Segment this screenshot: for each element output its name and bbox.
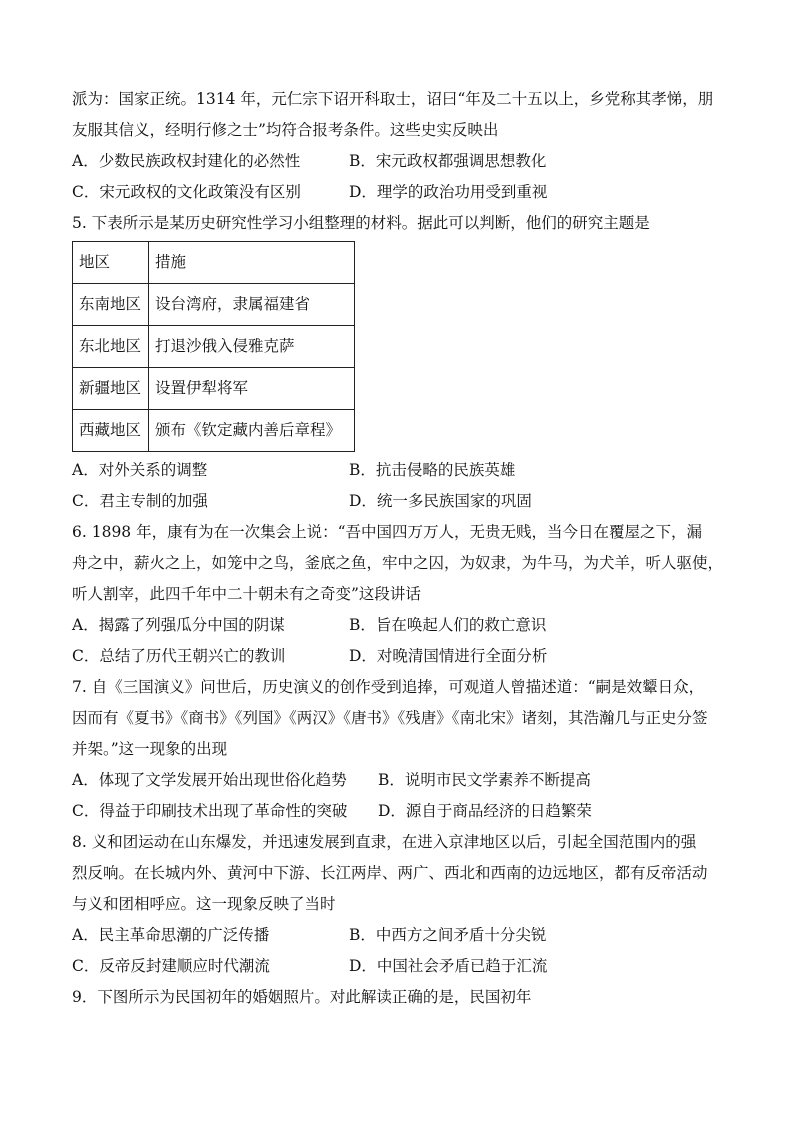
question-5-option-a: A．对外关系的调整 bbox=[72, 461, 208, 479]
question-7-line-2: 因而有《夏书》《商书》《列国》《两汉》《唐书》《残唐》《南北宋》诸刻，其浩瀚几与正史分签 bbox=[72, 709, 708, 727]
question-6-options-row-1 bbox=[72, 610, 722, 641]
question-7-option-b: B．说明市民文学素养不断提高 bbox=[378, 771, 591, 789]
question-4-option-b: B．宋元政权都强调思想教化 bbox=[349, 152, 547, 170]
question-5-option-d: D．统一多民族国家的巩固 bbox=[349, 492, 532, 510]
table-header-row bbox=[73, 242, 355, 284]
question-4-line-2: 友服其信义，经明行修之士”均符合报考条件。这些史实反映出 bbox=[72, 121, 499, 139]
question-7-option-d: D．源自于商品经济的日趋繁荣 bbox=[378, 802, 592, 820]
question-6-option-b: B．旨在唤起人们的救亡意识 bbox=[349, 616, 547, 634]
exam-page bbox=[72, 84, 722, 1013]
question-4-option-a: A．少数民族政权封建化的必然性 bbox=[72, 152, 301, 170]
question-7-line-1: 7. 自《三国演义》问世后，历史演义的创作受到追捧，可观道人曾描述道：“嗣是效颦日众， bbox=[72, 678, 705, 696]
question-8 bbox=[72, 827, 722, 982]
table-cell-measure: 颁布《钦定藏内善后章程》 bbox=[149, 410, 355, 452]
question-4-tail bbox=[72, 84, 722, 208]
question-8-line-3: 与义和团相呼应。这一现象反映了当时 bbox=[72, 895, 336, 913]
table-cell-region: 东南地区 bbox=[73, 284, 149, 326]
question-4-options-row-2 bbox=[72, 177, 722, 208]
question-7-option-a: A．体现了文学发展开始出现世俗化趋势 bbox=[72, 771, 347, 789]
question-6 bbox=[72, 517, 722, 672]
question-6-line-2: 舟之中，薪火之上，如笼中之鸟，釜底之鱼，牢中之囚，为奴隶，为牛马，为犬羊，听人驱使， bbox=[72, 554, 724, 572]
question-5 bbox=[72, 208, 722, 517]
question-8-option-c: C．反帝反封建顺应时代潮流 bbox=[72, 957, 270, 975]
table-cell-measure: 打退沙俄入侵雅克萨 bbox=[149, 326, 355, 368]
question-8-options-row-1 bbox=[72, 920, 722, 951]
question-9 bbox=[72, 982, 722, 1013]
question-7 bbox=[72, 672, 722, 827]
question-5-options-row-2 bbox=[72, 486, 722, 517]
question-9-stem: 9．下图所示为民国初年的婚姻照片。对此解读正确的是，民国初年 bbox=[72, 988, 532, 1006]
table-row bbox=[73, 410, 355, 452]
question-8-option-d: D．中国社会矛盾已趋于汇流 bbox=[349, 957, 548, 975]
question-6-option-a: A．揭露了列强瓜分中国的阴谋 bbox=[72, 616, 285, 634]
question-6-options-row-2 bbox=[72, 641, 722, 672]
question-7-option-c: C．得益于印刷技术出现了革命性的突破 bbox=[72, 802, 348, 820]
question-4-option-c: C．宋元政权的文化政策没有区别 bbox=[72, 183, 301, 201]
question-8-option-b: B．中西方之间矛盾十分尖锐 bbox=[349, 926, 547, 944]
question-5-option-b: B．抗击侵略的民族英雄 bbox=[349, 461, 516, 479]
question-4-option-d: D．理学的政治功用受到重视 bbox=[349, 183, 548, 201]
question-6-line-1: 6. 1898 年，康有为在一次集会上说：“吾中国四万万人，无贵无贱，当今日在覆屋之下，漏 bbox=[72, 523, 703, 541]
table-cell-measure: 设置伊犁将军 bbox=[149, 368, 355, 410]
question-6-option-c: C．总结了历代王朝兴亡的教训 bbox=[72, 647, 286, 665]
question-6-option-d: D．对晚清国情进行全面分析 bbox=[349, 647, 548, 665]
table-cell-measure: 设台湾府，隶属福建省 bbox=[149, 284, 355, 326]
question-6-line-3: 听人割宰，此四千年中二十朝未有之奇变”这段讲话 bbox=[72, 585, 421, 603]
table-header-measure: 措施 bbox=[149, 242, 355, 284]
question-8-option-a: A．民主革命思潮的广泛传播 bbox=[72, 926, 270, 944]
table-row bbox=[73, 368, 355, 410]
table-header-region: 地区 bbox=[73, 242, 149, 284]
question-5-options-row-1 bbox=[72, 455, 722, 486]
question-7-line-3: 并架。”这一现象的出现 bbox=[72, 740, 228, 758]
question-5-table bbox=[72, 241, 355, 452]
question-5-stem: 5. 下表所示是某历史研究性学习小组整理的材料。据此可以判断，他们的研究主题是 bbox=[72, 214, 650, 232]
question-5-option-c: C．君主专制的加强 bbox=[72, 492, 208, 510]
table-cell-region: 新疆地区 bbox=[73, 368, 149, 410]
question-7-options-row-1 bbox=[72, 765, 722, 796]
question-7-options-row-2 bbox=[72, 796, 722, 827]
table-row bbox=[73, 326, 355, 368]
table-cell-region: 西藏地区 bbox=[73, 410, 149, 452]
question-4-options-row-1 bbox=[72, 146, 722, 177]
question-8-options-row-2 bbox=[72, 951, 722, 982]
table-cell-region: 东北地区 bbox=[73, 326, 149, 368]
question-8-line-1: 8. 义和团运动在山东爆发，并迅速发展到直隶，在进入京津地区以后，引起全国范围内的强 bbox=[72, 833, 697, 851]
table-row bbox=[73, 284, 355, 326]
question-8-line-2: 烈反响。在长城内外、黄河中下游、长江两岸、两广、西北和西南的边远地区，都有反帝活动 bbox=[72, 864, 708, 882]
question-4-line-1: 派为：国家正统。1314 年，元仁宗下诏开科取士，诏曰“年及二十五以上，乡党称其孝悌，朋 bbox=[72, 90, 714, 108]
